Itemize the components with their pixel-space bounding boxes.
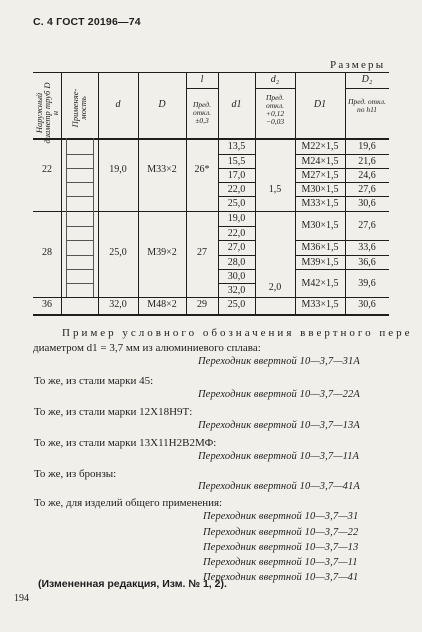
- d1-value: 27,0: [227, 242, 246, 253]
- d1-value: 22,0: [227, 228, 246, 239]
- D-value: M33×2: [147, 164, 177, 175]
- designation-example: Переходник ввертной 10—3,7—13А: [198, 420, 360, 431]
- header-d: d: [115, 99, 121, 110]
- d2-value: 1,5: [268, 184, 282, 195]
- table-caption: Размеры: [330, 59, 386, 71]
- D2-value: 27,6: [358, 220, 376, 231]
- header-d2: d₂: [270, 74, 280, 85]
- d1-value: 25,0: [227, 299, 246, 310]
- designation-list-item: Переходник ввертной 10—3,7—11: [203, 557, 358, 568]
- header-D2: D₂: [361, 74, 373, 85]
- D2-value: 27,6: [358, 184, 376, 195]
- d-value: 19,0: [109, 164, 127, 175]
- d1-value: 25,0: [227, 198, 246, 209]
- variant-steel-13: То же, из стали марки 13Х11Н2В2МФ:: [34, 437, 217, 449]
- pipe-diameter: 22: [42, 164, 52, 175]
- D2-value: 24,6: [358, 170, 376, 181]
- pipe-diameter: 28: [42, 247, 52, 258]
- D2-value: 21,6: [358, 156, 376, 167]
- designation-example: Переходник ввертной 10—3,7—31А: [198, 356, 360, 367]
- d1-value: 17,0: [227, 170, 246, 181]
- l-value: 27: [197, 247, 207, 258]
- designation-list-item: Переходник ввертной 10—3,7—31: [203, 511, 359, 522]
- D1-value: M22×1,5: [301, 141, 339, 152]
- variant-general: То же, для изделий общего применения:: [34, 497, 223, 509]
- header-D: D: [158, 99, 166, 110]
- D1-value: M30×1,5: [301, 220, 339, 231]
- D2-value: 39,6: [358, 278, 376, 289]
- designation-list-item: Переходник ввертной 10—3,7—41: [203, 572, 359, 583]
- D1-value: M30×1,5: [301, 184, 339, 195]
- D1-value: M24×1,5: [301, 156, 339, 167]
- d1-value: 30,0: [227, 271, 246, 282]
- d1-value: 22,0: [227, 184, 246, 195]
- variant-steel-45: То же, из стали марки 45:: [34, 375, 154, 387]
- D-value: M48×2: [147, 299, 177, 310]
- pipe-diameter: 36: [42, 299, 52, 310]
- d1-value: 28,0: [227, 257, 246, 268]
- designation-example: Переходник ввертной 10—3,7—11А: [198, 451, 360, 462]
- header-application: Применяе- мость: [70, 88, 88, 128]
- D2-value: 30,6: [358, 299, 376, 310]
- D1-value: M27×1,5: [301, 170, 339, 181]
- example-subheading: диаметром d1 = 3,7 мм из алюминиевого сплава:: [33, 342, 261, 354]
- header-d1: d1: [231, 99, 242, 110]
- page-number: 194: [14, 593, 29, 604]
- example-heading: Пример условного обозначения ввертного пере: [62, 327, 413, 339]
- page-header: С. 4 ГОСТ 20196—74: [33, 16, 141, 28]
- designation-example: Переходник ввертной 10—3,7—22А: [198, 389, 360, 400]
- D1-value: M33×1,5: [301, 299, 339, 310]
- d1-value: 13,5: [227, 141, 246, 152]
- header-pipe-diameter: Наружный диаметр труб D н: [34, 82, 60, 144]
- d1-value: 32,0: [227, 285, 246, 296]
- d-value: 32,0: [109, 299, 127, 310]
- D-value: M39×2: [147, 247, 177, 258]
- variant-bronze: То же, из бронзы:: [34, 468, 117, 480]
- D1-value: M36×1,5: [301, 242, 339, 253]
- D2-value: 19,6: [358, 141, 376, 152]
- header-D1: D1: [313, 99, 327, 110]
- designation-list-item: Переходник ввертной 10—3,7—13: [203, 542, 359, 553]
- header-D2-tolerance: Пред. откл. по h11: [348, 97, 386, 114]
- D2-value: 33,6: [358, 242, 376, 253]
- l-value: 29: [197, 299, 207, 310]
- D1-value: M42×1,5: [301, 278, 339, 289]
- designation-example: Переходник ввертной 10—3,7—41А: [198, 481, 360, 492]
- d1-value: 15,5: [227, 156, 246, 167]
- D2-value: 30,6: [358, 198, 376, 209]
- l-value: 26*: [194, 164, 210, 175]
- d1-value: 19,0: [227, 213, 246, 224]
- D1-value: M39×1,5: [301, 257, 339, 268]
- D1-value: M33×1,5: [301, 198, 339, 209]
- header-d2-tolerance: Пред. откл. +0,12 −0,03: [265, 93, 285, 126]
- d2-value: 2,0: [268, 282, 282, 293]
- header-l: l: [200, 74, 204, 85]
- D2-value: 36,6: [358, 257, 376, 268]
- header-l-tolerance: Пред. откл. ±0,3: [193, 100, 211, 125]
- edition-note: (Измененная редакция, Изм. № 1, 2).: [38, 578, 227, 590]
- designation-list-item: Переходник ввертной 10—3,7—22: [203, 527, 359, 538]
- variant-steel-12: То же, из стали марки 12Х18Н9Т:: [34, 406, 193, 418]
- d-value: 25,0: [109, 247, 127, 258]
